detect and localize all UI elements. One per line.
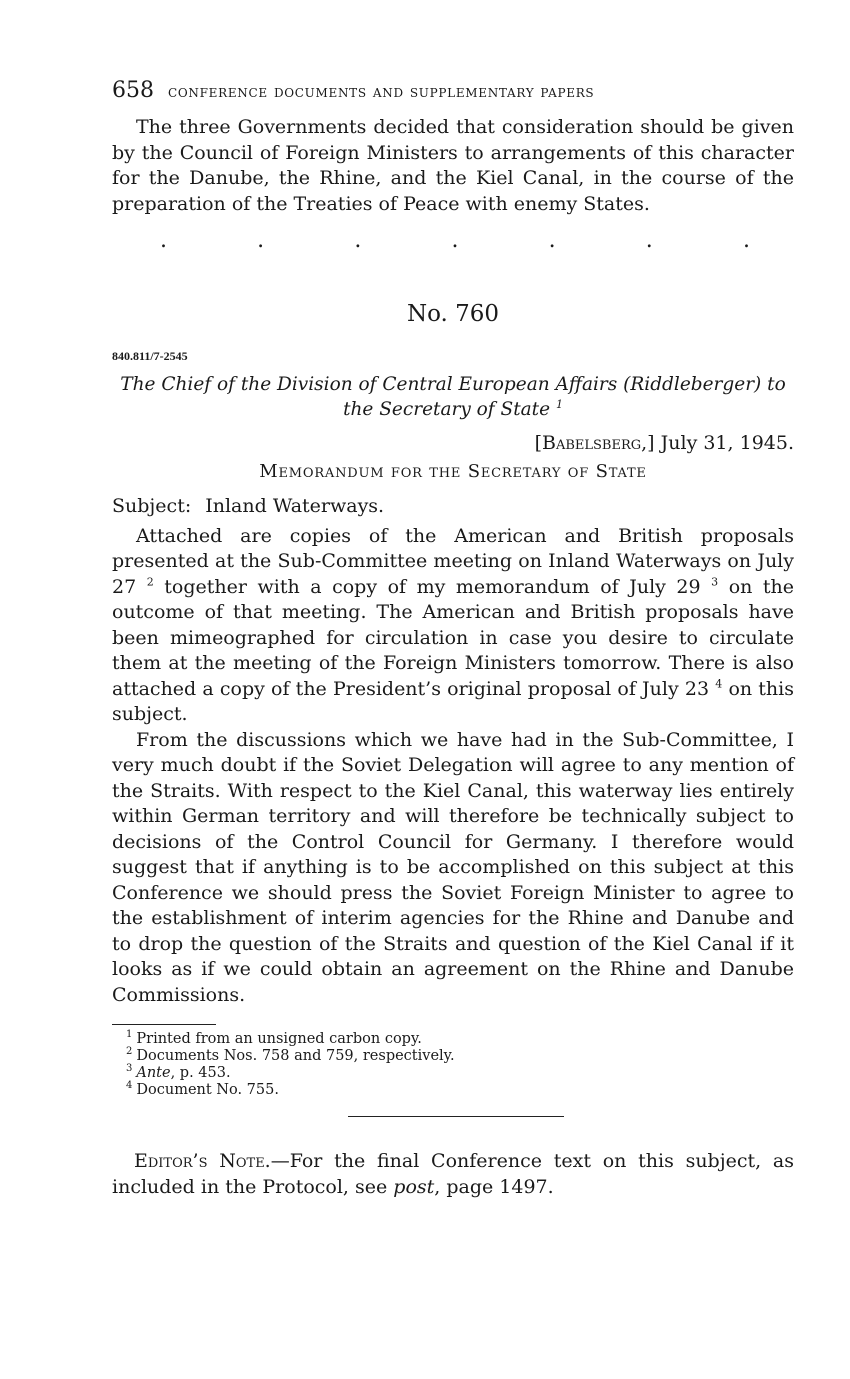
footnote (126, 1082, 794, 1099)
footnote-text: , p. 453. (170, 1065, 231, 1081)
footnote-text: Printed from an unsigned carbon copy. (136, 1031, 422, 1047)
footnote-mark: 3 (126, 1063, 133, 1075)
document-title-line2-wrap (112, 397, 794, 422)
document-page (112, 78, 794, 1200)
editors-note (112, 1149, 794, 1200)
document-title-line1: The Chief of the Division of Central European Affairs (Riddleberger) to (120, 374, 786, 395)
footnote-text: Document No. 755. (136, 1082, 279, 1098)
dateline-place: [Babelsberg,] (534, 432, 655, 454)
paragraph-text: Attached are copies of the American and British proposals presented at the Sub-Committee meeting on Inland Waterways on July 27 (112, 524, 794, 598)
footnote-divider (112, 1024, 216, 1025)
ellipsis-divider (160, 228, 750, 253)
running-title: conference documents and supplementary papers (168, 82, 595, 102)
footnote-ref: 1 (555, 397, 563, 411)
subject-line (112, 494, 794, 520)
paragraph-text: together with a copy of my memorandum of July 29 (164, 575, 701, 598)
document-title-line2: the Secretary of State (343, 399, 551, 420)
memo-heading: Memorandum for the Secretary of State (259, 461, 647, 482)
footnote-italic: Ante (136, 1065, 171, 1081)
ellipsis-dot: . (354, 228, 362, 253)
ellipsis-dot: . (160, 228, 167, 253)
editors-note-text-end: , page 1497. (434, 1175, 554, 1198)
dateline-date: July 31, 1945. (660, 432, 794, 454)
dateline (112, 432, 794, 454)
subject-value: Inland Waterways. (205, 495, 385, 517)
editors-note-dash: — (270, 1150, 290, 1172)
ellipsis-dot: . (742, 228, 750, 253)
editors-note-text: For the final Conference text on this subject, as included in the Protocol, see (112, 1150, 794, 1198)
footnote-ref: 4 (715, 677, 723, 691)
page-number: 658 (112, 78, 154, 103)
footnote-mark: 2 (126, 1046, 133, 1058)
ellipsis-dot: . (257, 228, 265, 253)
editors-note-label: Editor’s Note. (134, 1150, 271, 1172)
document-number: No. 760 (406, 301, 500, 327)
section-divider (348, 1116, 564, 1117)
footnote-mark: 1 (126, 1029, 133, 1041)
editors-note-italic: post (393, 1175, 435, 1198)
running-head (112, 78, 794, 103)
footnote (126, 1065, 794, 1082)
footnote (126, 1031, 794, 1048)
memo-paragraph-1 (112, 524, 794, 728)
footnote (126, 1048, 794, 1065)
footnote-ref: 3 (711, 575, 719, 589)
footnotes (126, 1031, 794, 1099)
document-title (112, 372, 794, 422)
ellipsis-dot: . (645, 228, 653, 253)
file-number: 840.811/7-2545 (112, 349, 188, 363)
footnote-text: Documents Nos. 758 and 759, respectively. (136, 1048, 455, 1064)
footnote-ref: 2 (146, 575, 154, 589)
paragraph-text: on this subject. (112, 677, 795, 725)
paragraph-text: on the outcome of that meeting. The American and British proposals have been mimeographed for circulation in case you desire to circulate them at the meeting of the Foreign Ministers tomorrow. There is also attached a copy of the President’s original proposal of July 23 (112, 575, 795, 700)
ellipsis-dot: . (548, 228, 556, 253)
subject-label: Subject: (112, 495, 192, 517)
footnote-mark: 4 (126, 1080, 133, 1092)
memo-paragraph-2: From the discussions which we have had in the Sub-Committee, I very much doubt if the Soviet Delegation will agree to any mention of the Straits. With respect to the Kiel Canal, this waterway lies entirely within German territory and will therefore be technically subject to decisions of the Control Council for Germany. I therefore would suggest that if anything is to be accomplished on this subject at this Conference we should press the Soviet Foreign Minister to agree to the establishment of interim agencies for the Rhine and Danube and to drop the question of the Straits and question of the Kiel Canal if it looks as if we could obtain an agreement on the Rhine and Danube Commissions. (112, 728, 794, 1006)
intro-paragraph: The three Governments decided that consideration should be given by the Council of Foreign Ministers to arrangements of this character for the Danube, the Rhine, and the Kiel Canal, in the course of the preparation of the Treaties of Peace with enemy States. (112, 116, 794, 215)
ellipsis-dot: . (451, 228, 459, 253)
